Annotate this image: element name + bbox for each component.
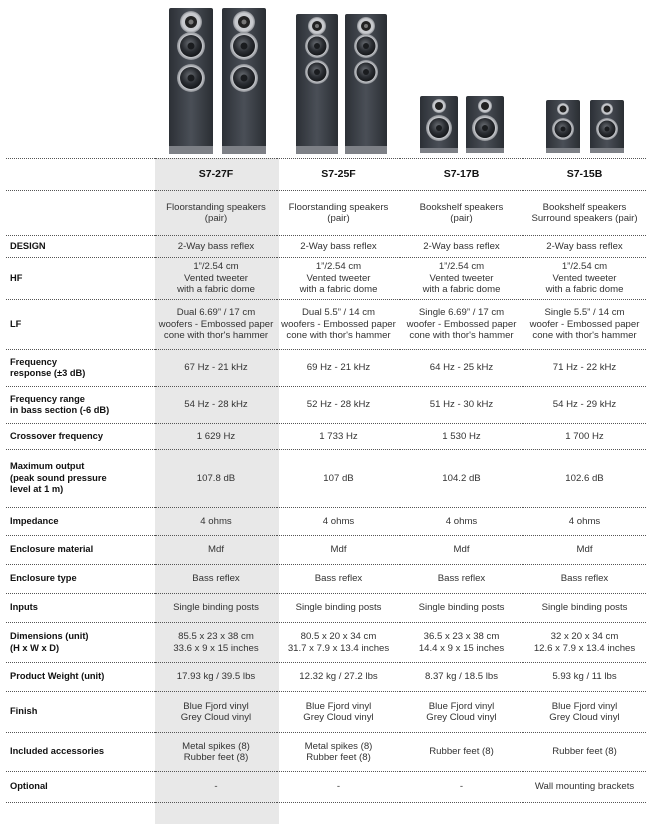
spec-value (277, 565, 400, 594)
spec-value-line: Rubber feet (8) (306, 752, 371, 763)
spec-row (6, 663, 646, 692)
spec-value-line: 51 Hz - 30 kHz (429, 399, 494, 411)
speaker-type-line: (pair) (327, 213, 350, 224)
speaker-type-cell (155, 191, 277, 236)
spec-value (400, 450, 523, 508)
spec-value-line: 8.37 kg / 18.5 lbs (424, 671, 499, 683)
spec-value (523, 772, 646, 803)
header-empty-cell (6, 159, 155, 191)
spec-value (523, 450, 646, 508)
spec-value (277, 424, 400, 450)
spec-value-line: Grey Cloud vinyl (303, 712, 374, 723)
spec-row (6, 424, 646, 450)
spec-value (155, 387, 277, 424)
spec-table (6, 158, 646, 803)
type-empty-cell (6, 191, 155, 236)
spec-value-line: 104.2 dB (442, 472, 481, 484)
spec-label-line: Finish (10, 706, 38, 717)
spec-value-line: 12.6 x 7.9 x 13.4 inches (533, 642, 636, 654)
spec-value-line: cone with thor's hammer (163, 330, 269, 342)
spec-value-line: with a fabric dome (177, 284, 255, 296)
spec-value-line: 36.5 x 23 x 38 cm (423, 631, 500, 643)
spec-value (277, 350, 400, 387)
spec-value (277, 772, 400, 803)
speaker-s7-15b-right (590, 100, 624, 153)
spec-value-line: Grey Cloud vinyl (549, 712, 620, 723)
spec-label-line: Enclosure type (10, 573, 77, 584)
spec-value-line: Vented tweeter (183, 272, 248, 284)
spec-value (400, 350, 523, 387)
spec-value-line: Metal spikes (8) (182, 740, 250, 752)
spec-value (400, 387, 523, 424)
speaker-type-line: Floorstanding speakers (166, 201, 266, 213)
spec-value-line: 4 ohms (200, 515, 232, 527)
spec-value-line: Single binding posts (418, 602, 505, 614)
spec-label (6, 536, 155, 565)
spec-label-line: Enclosure material (10, 544, 94, 555)
spec-label (6, 733, 155, 772)
spec-value-line: Mdf (330, 544, 347, 556)
spec-row (6, 536, 646, 565)
spec-value-line: woofer - Embossed paper (529, 318, 640, 330)
spec-value (277, 663, 400, 692)
spec-value-line: 4 ohms (322, 515, 355, 527)
spec-value-line: Dual 6.69” / 17 cm (176, 307, 256, 319)
spec-label (6, 565, 155, 594)
spec-value-line: Single 6.69” / 17 cm (418, 307, 505, 319)
spec-value (523, 350, 646, 387)
spec-value-line: Blue Fjord vinyl (428, 700, 495, 712)
spec-value (277, 387, 400, 424)
spec-row (6, 594, 646, 623)
speaker-s7-17b-left (420, 96, 458, 153)
spec-label-line: level at 1 m) (10, 484, 64, 495)
spec-value (400, 772, 523, 803)
spec-row (6, 772, 646, 803)
spec-value (400, 508, 523, 536)
speaker-s7-27f-right (222, 8, 266, 154)
spec-label (6, 450, 155, 508)
spec-label-line: Frequency range (10, 393, 85, 404)
spec-value-line: 2-Way bass reflex (546, 240, 623, 252)
spec-value-line: Metal spikes (8) (304, 740, 373, 752)
spec-value-line: 1”/2.54 cm (315, 261, 362, 273)
spec-value-line: - (459, 781, 464, 793)
spec-label-line: Crossover frequency (10, 430, 104, 441)
spec-value-line: 85.5 x 23 x 38 cm (178, 631, 254, 643)
speaker-s7-25f-left (296, 14, 338, 154)
spec-value (523, 236, 646, 258)
spec-label (6, 508, 155, 536)
spec-value-line: Bass reflex (560, 573, 609, 585)
speaker-type-line: Bookshelf speakers (419, 201, 504, 213)
spec-value-line: Blue Fjord vinyl (183, 700, 249, 712)
spec-value-line: cone with thor's hammer (409, 330, 514, 342)
spec-value-line: Single binding posts (173, 602, 259, 614)
spec-value (277, 236, 400, 258)
spec-value-line: 33.6 x 9 x 15 inches (173, 642, 259, 654)
spec-value-line: Single 5.5” / 14 cm (544, 307, 625, 319)
spec-value (523, 663, 646, 692)
spec-value (155, 772, 277, 803)
spec-value (155, 565, 277, 594)
spec-value (155, 508, 277, 536)
spec-value (400, 236, 523, 258)
spec-value-line: woofers - Embossed paper (158, 318, 274, 330)
spec-value (523, 692, 646, 733)
spec-label-line: Dimensions (unit) (10, 631, 89, 642)
spec-value-line: Rubber feet (8) (183, 752, 249, 763)
spec-value-line: 1 530 Hz (442, 430, 481, 442)
spec-value-line: woofers - Embossed paper (281, 318, 396, 330)
model-header-row (6, 159, 646, 191)
speaker-type-line: (pair) (450, 213, 473, 224)
spec-value-line: 5.93 kg / 11 lbs (552, 671, 617, 683)
spec-value-line: Bass reflex (437, 573, 486, 585)
spec-label (6, 387, 155, 424)
spec-value-line: with a fabric dome (422, 284, 501, 296)
speaker-type-row (6, 191, 646, 236)
spec-value (155, 424, 277, 450)
spec-value-line: 54 Hz - 29 kHz (552, 399, 617, 411)
spec-value (523, 300, 646, 350)
spec-value-line: Dual 5.5” / 14 cm (301, 307, 376, 319)
spec-value-line: 69 Hz - 21 kHz (306, 362, 371, 374)
speaker-type-cell (400, 191, 523, 236)
spec-label (6, 300, 155, 350)
spec-value (155, 623, 277, 663)
spec-value-line: 2-Way bass reflex (300, 240, 377, 252)
spec-value-line: Vented tweeter (552, 272, 617, 284)
spec-value (277, 258, 400, 300)
spec-value-line: Wall mounting brackets (534, 781, 635, 793)
spec-row (6, 387, 646, 424)
spec-row (6, 565, 646, 594)
model-name: S7-27F (155, 159, 277, 191)
spec-value (523, 258, 646, 300)
spec-value (277, 594, 400, 623)
spec-label (6, 258, 155, 300)
spec-value-line: 4 ohms (445, 515, 478, 527)
spec-label (6, 692, 155, 733)
spec-value (400, 565, 523, 594)
spec-value-line: 1 733 Hz (319, 430, 358, 442)
spec-label (6, 350, 155, 387)
spec-row (6, 508, 646, 536)
spec-value (155, 350, 277, 387)
spec-value (155, 450, 277, 508)
spec-value-line: 54 Hz - 28 kHz (184, 399, 248, 411)
spec-value (523, 387, 646, 424)
spec-label-line: HF (10, 272, 23, 283)
speaker-s7-25f-right (345, 14, 387, 154)
spec-label-line: Included accessories (10, 746, 105, 757)
spec-label-line: Maximum output (10, 461, 85, 472)
model-name: S7-25F (277, 159, 400, 191)
spec-row (6, 623, 646, 663)
spec-value-line: 4 ohms (568, 515, 601, 527)
spec-value (400, 594, 523, 623)
spec-value-line: Rubber feet (8) (429, 746, 494, 758)
spec-value-line: 52 Hz - 28 kHz (306, 399, 371, 411)
spec-value-line: 71 Hz - 22 kHz (552, 362, 617, 374)
spec-label-line: (H x W x D) (10, 642, 60, 653)
spec-value (277, 450, 400, 508)
spec-value (523, 733, 646, 772)
spec-value-line: Blue Fjord vinyl (551, 700, 618, 712)
spec-value-line: 1 700 Hz (565, 430, 604, 442)
spec-value-line: Bass reflex (314, 573, 363, 585)
spec-value-line: Rubber feet (8) (552, 746, 617, 758)
spec-label-line: Optional (10, 781, 48, 792)
spec-value (400, 733, 523, 772)
spec-value (155, 258, 277, 300)
speaker-type-cell (523, 191, 646, 236)
spec-label-line: Product Weight (unit) (10, 671, 105, 682)
spec-value-line: Single binding posts (541, 602, 628, 614)
spec-value (400, 536, 523, 565)
speaker-type-line: Surround speakers (pair) (531, 213, 638, 224)
spec-value-line: 102.6 dB (565, 472, 604, 484)
spec-value (400, 424, 523, 450)
spec-label-line: (peak sound pressure (10, 472, 107, 483)
spec-label (6, 663, 155, 692)
spec-value-line: 2-Way bass reflex (423, 240, 500, 252)
spec-value (277, 508, 400, 536)
spec-row (6, 258, 646, 300)
spec-value-line: 2-Way bass reflex (177, 240, 255, 252)
spec-value (277, 536, 400, 565)
spec-value-line: Blue Fjord vinyl (305, 700, 372, 712)
spec-value-line: Mdf (453, 544, 470, 556)
model-name: S7-17B (400, 159, 523, 191)
spec-value-line: Mdf (208, 544, 224, 556)
spec-value (155, 536, 277, 565)
spec-value-line: with a fabric dome (299, 284, 378, 296)
spec-value-line: Bass reflex (192, 573, 240, 585)
spec-value (400, 692, 523, 733)
spec-value-line: Single binding posts (295, 602, 382, 614)
spec-value (400, 623, 523, 663)
spec-value-line: Grey Cloud vinyl (426, 712, 497, 723)
spec-value (523, 536, 646, 565)
spec-value (523, 594, 646, 623)
spec-label-line: in bass section (-6 dB) (10, 405, 110, 415)
spec-value-line: Vented tweeter (306, 272, 371, 284)
speaker-s7-17b-right (466, 96, 504, 153)
spec-label (6, 236, 155, 258)
spec-label-line: DESIGN (10, 240, 46, 251)
spec-value (155, 692, 277, 733)
spec-value-line: 32 x 20 x 34 cm (550, 631, 619, 643)
spec-value (155, 663, 277, 692)
spec-row (6, 300, 646, 350)
spec-value (277, 733, 400, 772)
spec-value (523, 623, 646, 663)
speaker-type-line: (pair) (204, 213, 228, 224)
spec-value (400, 663, 523, 692)
spec-value (523, 508, 646, 536)
spec-value-line: 12.32 kg / 27.2 lbs (299, 671, 378, 683)
spec-value (523, 565, 646, 594)
spec-label (6, 772, 155, 803)
spec-row (6, 733, 646, 772)
spec-label-line: Impedance (10, 515, 59, 526)
spec-label-line: Inputs (10, 602, 38, 613)
spec-value-line: 14.4 x 9 x 15 inches (418, 642, 505, 654)
spec-value (277, 300, 400, 350)
spec-value (523, 424, 646, 450)
spec-value (155, 300, 277, 350)
spec-value-line: Vented tweeter (429, 272, 494, 284)
spec-value-line: 1”/2.54 cm (193, 261, 239, 273)
spec-value (155, 733, 277, 772)
spec-value (155, 594, 277, 623)
spec-value-line: with a fabric dome (545, 284, 624, 296)
spec-row (6, 350, 646, 387)
spec-value (277, 623, 400, 663)
spec-label-line: response (±3 dB) (10, 368, 86, 378)
spec-value-line: cone with thor's hammer (286, 330, 391, 342)
spec-value-line: 67 Hz - 21 kHz (184, 362, 248, 374)
spec-value-line: Grey Cloud vinyl (180, 712, 252, 723)
spec-row (6, 692, 646, 733)
spec-value (277, 692, 400, 733)
speaker-type-line: Bookshelf speakers (542, 201, 627, 213)
spec-value-line: 107.8 dB (196, 472, 236, 484)
spec-value-line: 1”/2.54 cm (561, 261, 608, 273)
spec-value-line: - (336, 781, 341, 793)
spec-value-line: 107 dB (323, 472, 354, 484)
spec-value (400, 300, 523, 350)
spec-label (6, 623, 155, 663)
spec-value-line: 31.7 x 7.9 x 13.4 inches (287, 642, 390, 654)
spec-value-line: - (214, 781, 218, 793)
speaker-type-line: Floorstanding speakers (288, 201, 389, 213)
spec-value-line: 1 629 Hz (196, 430, 236, 442)
spec-value-line: 64 Hz - 25 kHz (429, 362, 494, 374)
model-name: S7-15B (523, 159, 646, 191)
spec-value-line: 80.5 x 20 x 34 cm (300, 631, 377, 643)
spec-value (155, 236, 277, 258)
speaker-illustrations (0, 0, 650, 158)
speaker-s7-27f-left (169, 8, 213, 154)
speaker-type-cell (277, 191, 400, 236)
spec-label-line: LF (10, 318, 22, 329)
spec-value (400, 258, 523, 300)
speaker-s7-15b-left (546, 100, 580, 153)
spec-row (6, 450, 646, 508)
spec-value-line: Mdf (576, 544, 593, 556)
spec-value-line: 1”/2.54 cm (438, 261, 485, 273)
spec-row (6, 236, 646, 258)
spec-label (6, 424, 155, 450)
spec-label (6, 594, 155, 623)
spec-value-line: 17.93 kg / 39.5 lbs (176, 671, 256, 683)
spec-value-line: woofer - Embossed paper (406, 318, 517, 330)
spec-label-line: Frequency (10, 356, 58, 367)
spec-value-line: cone with thor's hammer (532, 330, 637, 342)
